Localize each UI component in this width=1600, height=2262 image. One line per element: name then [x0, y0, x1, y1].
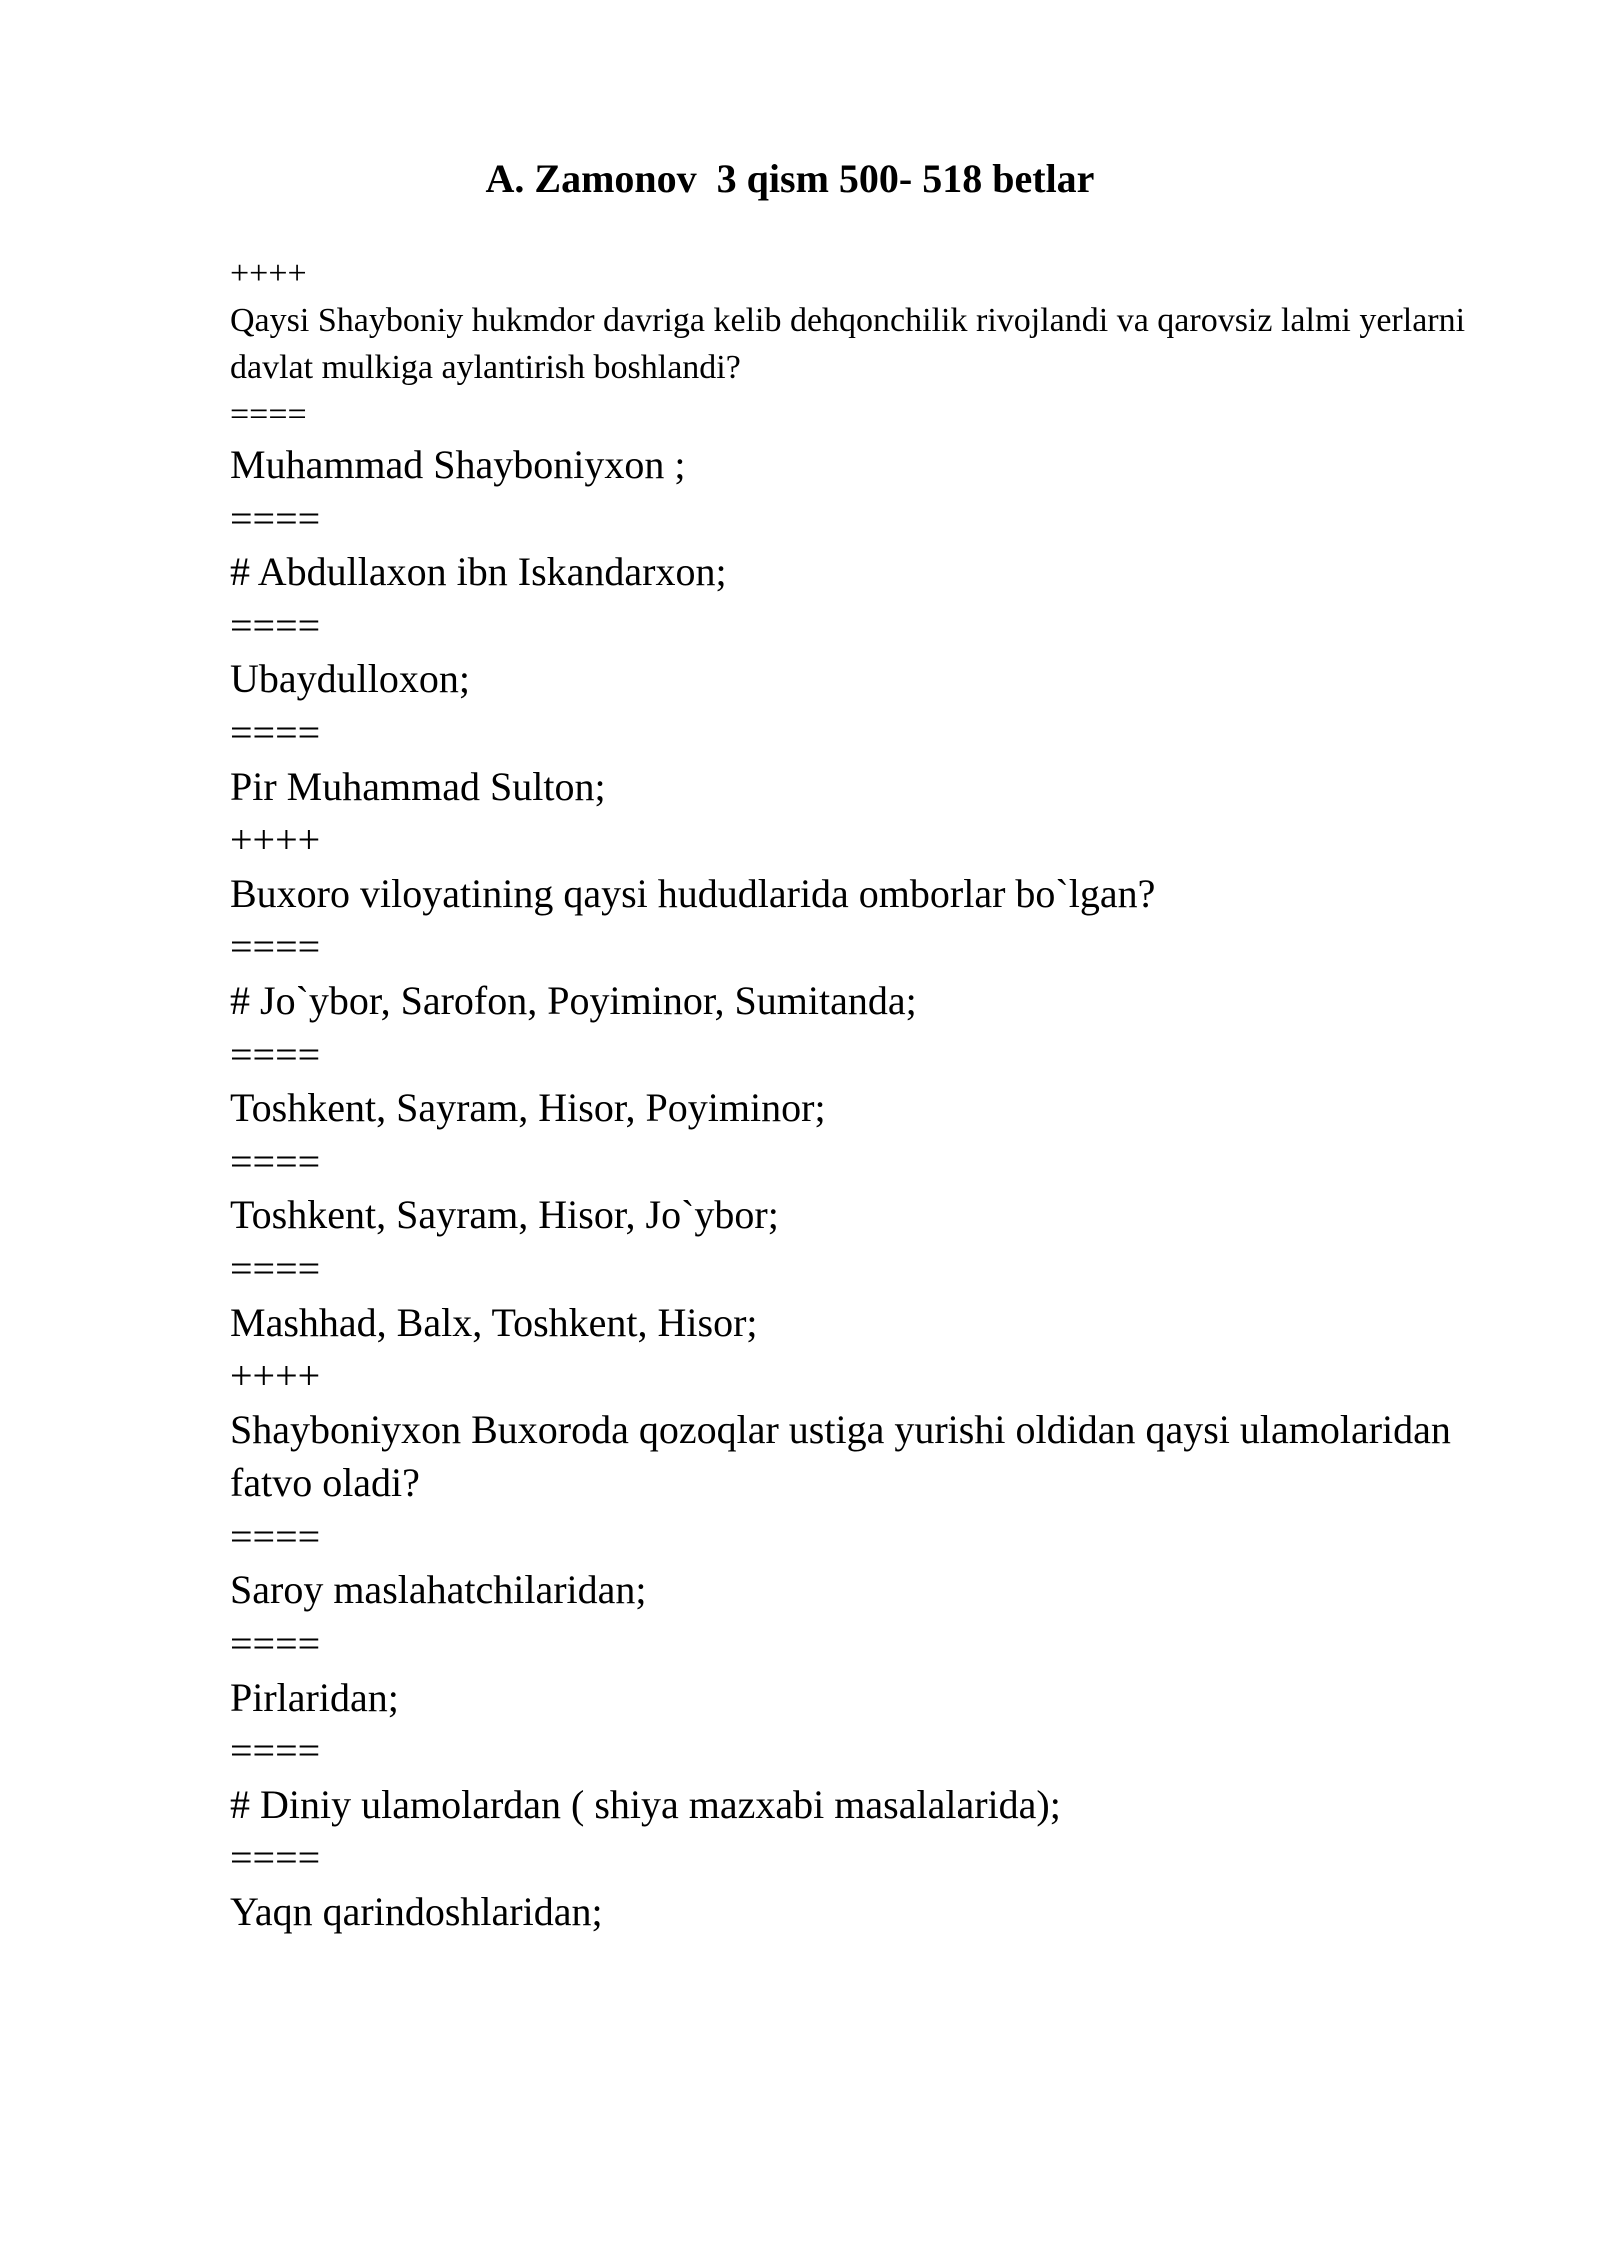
option-separator: ====: [230, 1513, 321, 1559]
option-separator: ====: [230, 396, 307, 433]
option-separator: ====: [230, 495, 321, 541]
answer-option: Muhammad Shayboniyxon ;: [230, 442, 686, 487]
question-block: [230, 813, 1490, 1349]
question-marker: ++++: [230, 1353, 321, 1399]
question-text: Buxoro viloyatining qaysi hududlarida omborlar bo`lgan?: [230, 870, 1156, 916]
answer-option: Toshkent, Sayram, Hisor, Jo`ybor;: [230, 1192, 779, 1238]
question-marker: ++++: [230, 255, 307, 292]
answer-option: Pir Muhammad Sulton;: [230, 763, 606, 809]
answer-option: # Abdullaxon ibn Iskandarxon;: [230, 549, 727, 595]
option-separator: ====: [230, 1138, 321, 1184]
answer-option: # Diniy ulamolardan ( shiya mazxabi masalalarida);: [230, 1781, 1061, 1827]
option-separator: ====: [230, 924, 321, 970]
option-separator: ====: [230, 1728, 321, 1774]
document-body: [230, 250, 1490, 1939]
answer-option: Yaqn qarindoshlaridan;: [230, 1889, 603, 1935]
document-title: A. Zamonov 3 qism 500- 518 betlar: [485, 156, 1095, 201]
answer-option: Pirlaridan;: [230, 1674, 399, 1720]
option-separator: ====: [230, 1835, 321, 1881]
question-text: Qaysi Shayboniy hukmdor davriga kelib dehqonchilik rivojlandi va qarovsiz lalmi yerlarni davlat mulkiga aylantirish boshlandi?: [230, 302, 1474, 386]
question-marker: ++++: [230, 817, 321, 863]
answer-option: Ubaydulloxon;: [230, 656, 470, 702]
option-separator: ====: [230, 602, 321, 648]
answer-option: Toshkent, Sayram, Hisor, Poyiminor;: [230, 1085, 826, 1131]
answer-option: Mashhad, Balx, Toshkent, Hisor;: [230, 1299, 758, 1345]
answer-option: # Jo`ybor, Sarofon, Poyiminor, Sumitanda;: [230, 977, 917, 1023]
question-block: [230, 1349, 1490, 1939]
answer-option: Saroy maslahatchilaridan;: [230, 1567, 647, 1613]
question-block: [230, 250, 1490, 813]
question-text: Shayboniyxon Buxoroda qozoqlar ustiga yurishi oldidan qaysi ulamolaridan fatvo oladi?: [230, 1406, 1461, 1506]
option-separator: ====: [230, 1245, 321, 1291]
option-separator: ====: [230, 709, 321, 755]
option-separator: ====: [230, 1621, 321, 1667]
option-separator: ====: [230, 1031, 321, 1077]
